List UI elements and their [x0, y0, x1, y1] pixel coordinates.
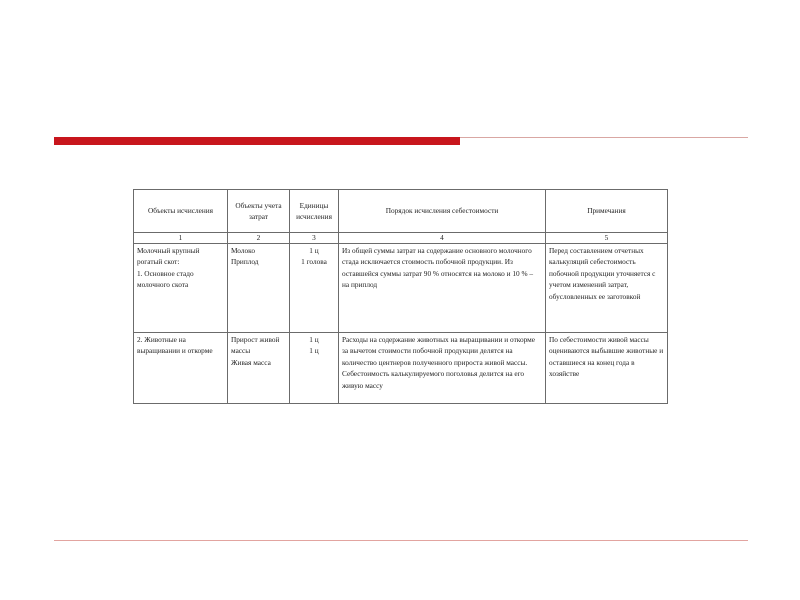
table-header-row — [134, 190, 668, 233]
object-line: Молочный крупный рогатый скот: — [137, 246, 200, 267]
header-procedure: Порядок исчисления себестоимости — [339, 190, 546, 233]
object-cell — [134, 244, 228, 333]
header-units: Единицы исчисления — [290, 190, 339, 233]
object-cell — [134, 333, 228, 404]
cost-object-cell — [228, 333, 290, 404]
cost-object-line: Живая масса — [231, 357, 271, 367]
notes-cell: Перед составлением отчетных калькуляций себестоимость побочной продукции уточняется с учетом изменений затрат, обусловленных ее заготовкой — [546, 244, 668, 333]
column-number: 1 — [134, 233, 228, 244]
cost-object-line: Прирост живой массы — [231, 335, 280, 356]
cost-object-cell — [228, 244, 290, 333]
cost-object-line: Приплод — [231, 257, 259, 267]
unit-line: 1 ц — [309, 335, 319, 344]
procedure-cell: Из общей суммы затрат на содержание основного молочного стада исключается стоимость побочной продукции. Из оставшейся суммы затрат 90 % относятся на молоко и 10 % – на приплод — [339, 244, 546, 333]
cost-object-line: Молоко — [231, 246, 255, 255]
header-objects: Объекты исчисления — [134, 190, 228, 233]
cost-table — [133, 189, 668, 404]
column-number: 5 — [546, 233, 668, 244]
title-bar-line — [460, 137, 748, 138]
unit-cell — [290, 244, 339, 333]
table-row — [134, 244, 668, 333]
column-number: 4 — [339, 233, 546, 244]
table-row — [134, 333, 668, 404]
procedure-cell: Расходы на содержание животных на выращивании и откорме за вычетом стоимости побочной продукции делятся на количество центнеров полученного прироста живой массы. Себестоимость калькулируемого поголовья делится на его живую массу — [339, 333, 546, 404]
object-line: 1. Основное стадо молочного скота — [137, 268, 194, 290]
notes-cell: По себестоимости живой массы оцениваются выбывшие животные и оставшиеся на конец года в хозяйстве — [546, 333, 668, 404]
header-cost-objects: Объекты учета затрат — [228, 190, 290, 233]
unit-line: 1 голова — [301, 257, 327, 267]
unit-cell — [290, 333, 339, 404]
unit-line: 1 ц — [309, 346, 319, 356]
unit-line: 1 ц — [309, 246, 319, 255]
footer-line — [54, 540, 748, 541]
object-line: 2. Животные на выращивании и откорме — [137, 335, 213, 356]
title-bar-accent — [54, 137, 460, 145]
column-number: 2 — [228, 233, 290, 244]
table-number-row — [134, 233, 668, 244]
header-notes: Примечания — [546, 190, 668, 233]
column-number: 3 — [290, 233, 339, 244]
